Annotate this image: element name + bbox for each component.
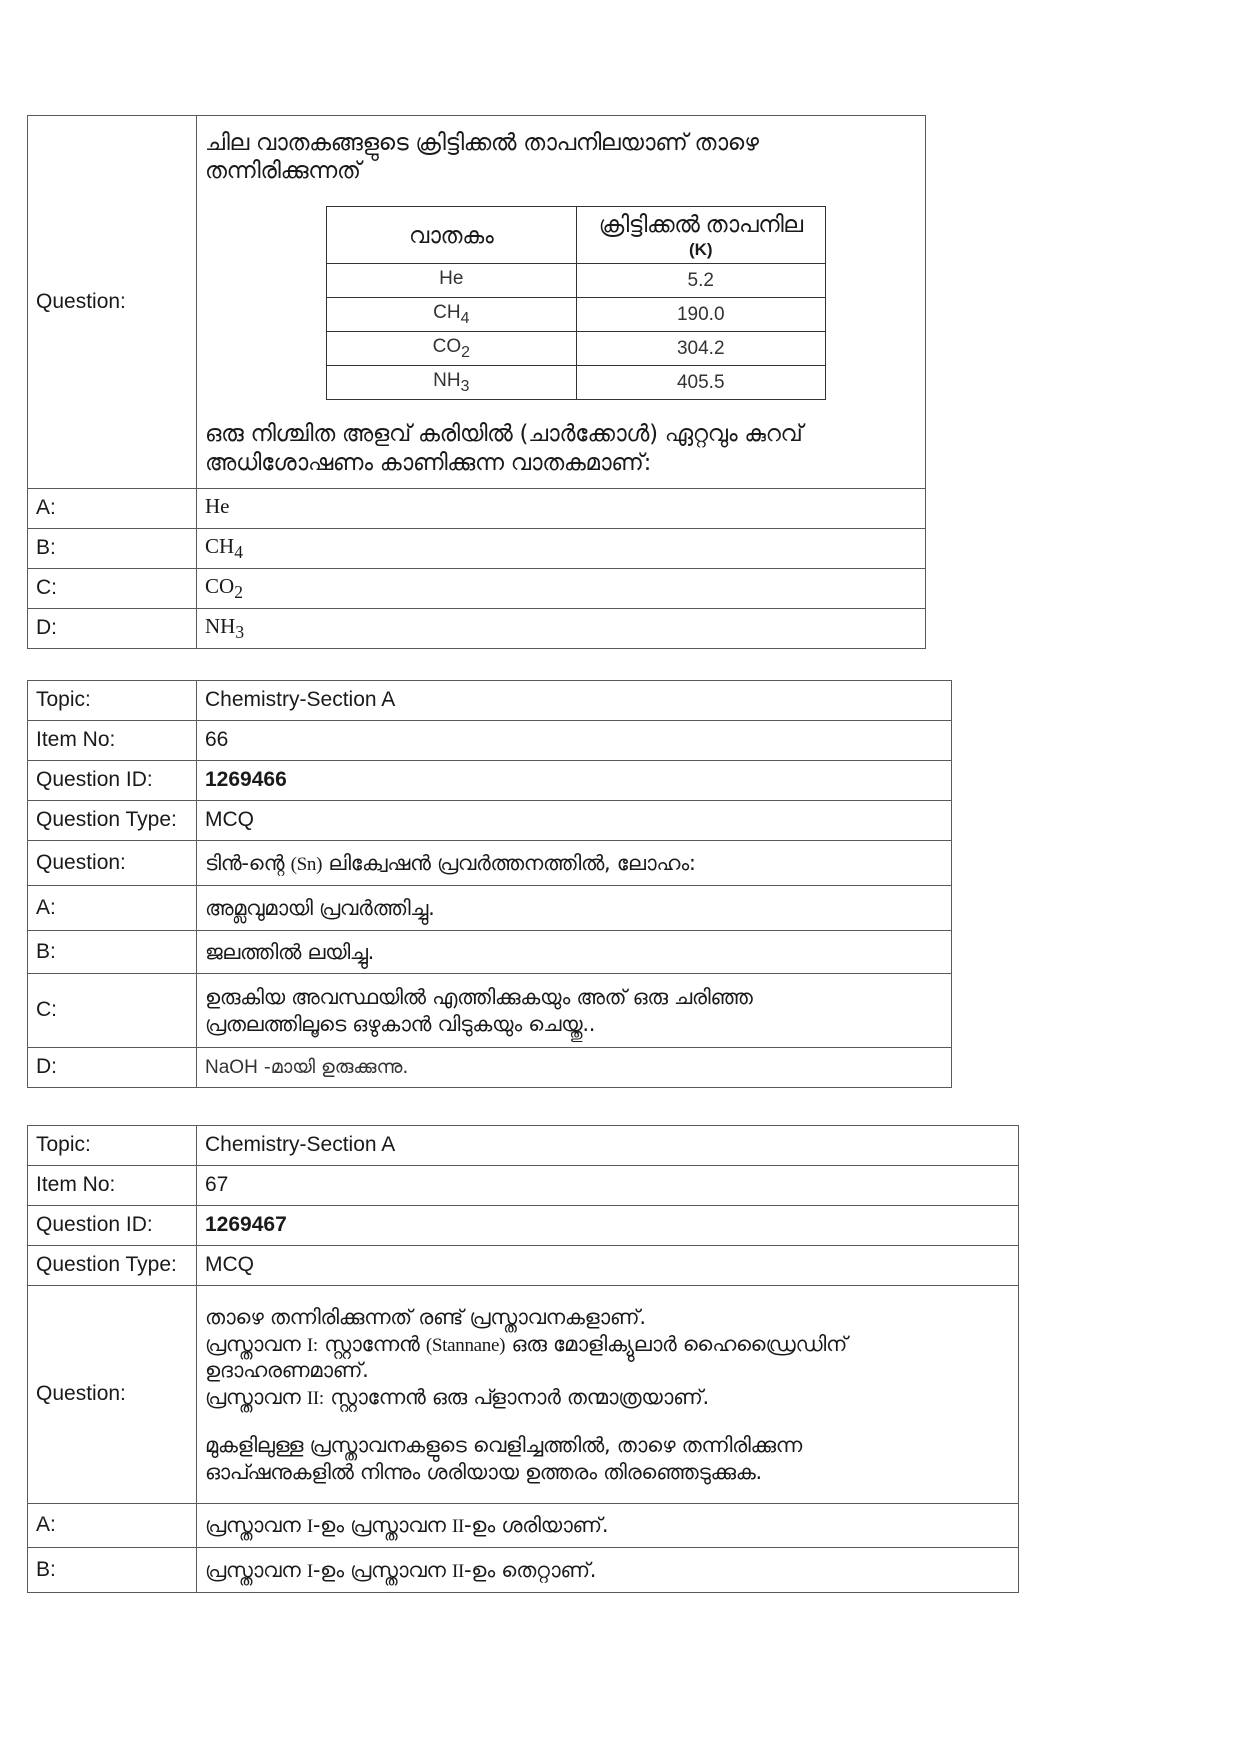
topic-value: Chemistry-Section A [197, 1126, 1019, 1166]
option-label: B: [28, 529, 197, 569]
option-label: A: [28, 489, 197, 529]
question-label: Question: [28, 841, 197, 886]
table-row [327, 332, 826, 366]
question-67-table [27, 1125, 1019, 1593]
item-no-value: 66 [197, 721, 952, 761]
topic-label: Topic: [28, 681, 197, 721]
option-a: അമ്ലവുമായി പ്രവർത്തിച്ചു. [197, 886, 952, 931]
option-d: $NH_3$ [197, 609, 926, 649]
option-c: $CO_2$ [197, 569, 926, 609]
question-66-table [27, 680, 952, 1088]
option-label: C: [28, 569, 197, 609]
question-text-line: അധിശോഷണം കാണിക്കുന്ന വാതകമാണ്: [205, 449, 652, 476]
table-header-critical-temp: ക്രിട്ടിക്കൽ താപനില (K) [576, 207, 826, 264]
option-c: ഉരുകിയ അവസ്ഥയിൽ എത്തിക്കുകയും അത് ഒരു ചരിഞ്ഞ പ്രതലത്തിലൂടെ ഒഴുകാൻ വിടുകയും ചെയ്തു.. [197, 974, 952, 1048]
gas-cell: $NH_3$ [327, 366, 577, 400]
option-b: പ്രസ്താവന I-ഉം പ്രസ്താവന II-ഉം തെറ്റാണ്. [197, 1548, 1019, 1593]
critical-temperature-table [326, 206, 826, 400]
question-type-label: Question Type: [28, 1246, 197, 1286]
question-label: Question: [28, 116, 197, 489]
gas-cell: $CO_2$ [327, 332, 577, 366]
question-id-value: 1269466 [197, 761, 952, 801]
question-text-line: ഒരു നിശ്ചിത അളവ് കരിയിൽ (ചാർക്കോൾ) ഏറ്റവും കുറവ് [205, 421, 803, 447]
question-text-line: ചില വാതകങ്ങളുടെ ക്രിട്ടിക്കൽ താപനിലയാണ് താഴെ [205, 129, 759, 156]
table-row [327, 298, 826, 332]
table-header-gas: വാതകം [327, 207, 577, 264]
item-no-label: Item No: [28, 721, 197, 761]
topic-value: Chemistry-Section A [197, 681, 952, 721]
question-text: ടിൻ-ന്റെ (Sn) ലിക്വേഷൻ പ്രവർത്തനത്തിൽ, ലോഹം: [197, 841, 952, 886]
temp-cell: 405.5 [576, 366, 826, 400]
option-label: A: [28, 886, 197, 931]
question-type-value: MCQ [197, 801, 952, 841]
option-label: B: [28, 931, 197, 974]
item-no-label: Item No: [28, 1166, 197, 1206]
question-text: താഴെ തന്നിരിക്കുന്നത് രണ്ട് പ്രസ്താവനകളാണ്. പ്രസ്താവന I: സ്റ്റാന്നേൻ (Stannane) ഒരു മോളിക്യുലാർ ഹൈഡ്രൈഡിന് ഉദാഹരണമാണ്. പ്രസ്താവന II: സ്റ്റാന്നേൻ ഒരു പ്ളാനാർ തന്മാത്രയാണ്. മുകളിലുള്ള പ്രസ്താവനകളുടെ വെളിച്ചത്തിൽ, താഴെ തന്നിരിക്കുന്ന ഓപ്ഷനുകളിൽ നിന്നും ശരിയായ ഉത്തരം തിരഞ്ഞെടുക്കുക. [197, 1286, 1019, 1504]
option-a: പ്രസ്താവന I-ഉം പ്രസ്താവന II-ഉം ശരിയാണ്. [197, 1504, 1019, 1548]
option-label: A: [28, 1504, 197, 1548]
question-type-value: MCQ [197, 1246, 1019, 1286]
option-b: $CH_4$ [197, 529, 926, 569]
option-b: ജലത്തിൽ ലയിച്ചു. [197, 931, 952, 974]
temp-cell: 5.2 [576, 264, 826, 298]
gas-cell: He [327, 264, 577, 298]
question-content [197, 116, 926, 489]
option-a: He [197, 489, 926, 529]
temp-cell: 190.0 [576, 298, 826, 332]
temp-cell: 304.2 [576, 332, 826, 366]
option-label: D: [28, 609, 197, 649]
option-label: D: [28, 1048, 197, 1088]
option-label: B: [28, 1548, 197, 1593]
question-65-table [27, 115, 926, 649]
question-id-label: Question ID: [28, 761, 197, 801]
question-type-label: Question Type: [28, 801, 197, 841]
item-no-value: 67 [197, 1166, 1019, 1206]
question-text-line: തന്നിരിക്കുന്നത് [205, 158, 361, 185]
table-row [327, 264, 826, 298]
option-label: C: [28, 974, 197, 1048]
gas-cell: $CH_4$ [327, 298, 577, 332]
question-id-value: 1269467 [197, 1206, 1019, 1246]
table-row [327, 366, 826, 400]
question-label: Question: [28, 1286, 197, 1504]
option-d: NaOH -മായി ഉരുക്കുന്നു. [197, 1048, 952, 1088]
topic-label: Topic: [28, 1126, 197, 1166]
question-id-label: Question ID: [28, 1206, 197, 1246]
